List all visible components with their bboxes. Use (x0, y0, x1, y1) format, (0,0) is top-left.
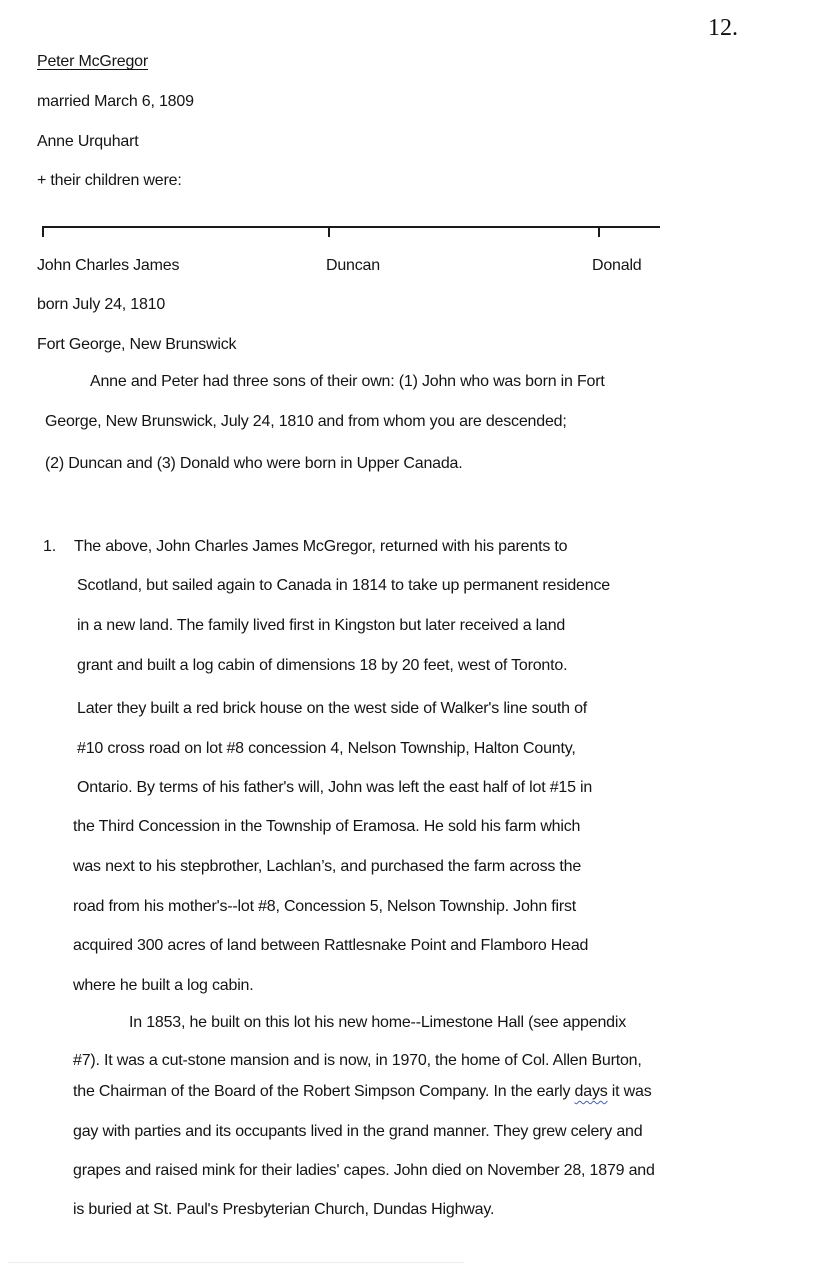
child-john-born: born July 24, 1810 (37, 296, 166, 313)
section-2-line: In 1853, he built on this lot his new home--Limestone Hall (see appendix (129, 1014, 627, 1031)
father-name: Peter McGregor (37, 53, 149, 70)
section-1-line: road from his mother's--lot #8, Concession 5, Nelson Township. John first (73, 898, 577, 915)
tree-branch-duncan (328, 226, 330, 237)
section-1-line: The above, John Charles James McGregor, returned with his parents to (74, 538, 568, 555)
section-2-text: it was (607, 1083, 652, 1100)
section-1-line: acquired 300 acres of land between Rattlesnake Point and Flamboro Head (73, 937, 589, 954)
section-2-line: is buried at St. Paul's Presbyterian Church, Dundas Highway. (73, 1201, 495, 1218)
family-tree-connector (42, 226, 662, 240)
section-2-line: grapes and raised mink for their ladies' capes. John died on November 28, 1879 and (73, 1162, 655, 1179)
section-1-line: Scotland, but sailed again to Canada in 1814 to take up permanent residence (77, 577, 610, 594)
section-2-line: #7). It was a cut-stone mansion and is now, in 1970, the home of Col. Allen Burton, (73, 1052, 642, 1069)
section-1-line: grant and built a log cabin of dimensions 18 by 20 feet, west of Toronto. (77, 657, 568, 674)
section-2-line (73, 1083, 652, 1101)
children-intro: + their children were: (37, 172, 182, 189)
section-1-line: Ontario. By terms of his father's will, John was left the east half of lot #15 in (77, 779, 593, 796)
mother-name: Anne Urquhart (37, 133, 139, 150)
section-1-line: was next to his stepbrother, Lachlan’s, and purchased the farm across the (73, 858, 582, 875)
child-name-duncan: Duncan (326, 257, 380, 274)
section-1-line: where he built a log cabin. (73, 977, 254, 994)
marriage-date: married March 6, 1809 (37, 93, 194, 110)
section-1-line: #10 cross road on lot #8 concession 4, Nelson Township, Halton County, (77, 740, 576, 757)
tree-branch-donald (598, 226, 600, 237)
page-bottom-rule (8, 1262, 464, 1263)
intro-paragraph-line: George, New Brunswick, July 24, 1810 and from whom you are descended; (45, 413, 567, 430)
section-2-text: the Chairman of the Board of the Robert Simpson Company. In the early (73, 1083, 575, 1100)
section-2-line: gay with parties and its occupants lived in the grand manner. They grew celery and (73, 1123, 643, 1140)
section-1-line: in a new land. The family lived first in Kingston but later received a land (77, 617, 566, 634)
spellcheck-flagged-word[interactable]: days (574, 1083, 608, 1100)
list-number: 1. (43, 538, 56, 555)
tree-branch-john (42, 226, 44, 237)
section-1-line: the Third Concession in the Township of Eramosa. He sold his farm which (73, 818, 581, 835)
intro-paragraph-line: (2) Duncan and (3) Donald who were born in Upper Canada. (45, 455, 463, 472)
intro-paragraph-line: Anne and Peter had three sons of their own: (1) John who was born in Fort (90, 373, 605, 390)
section-1-line: Later they built a red brick house on the west side of Walker's line south of (77, 700, 588, 717)
child-name-john: John Charles James (37, 257, 180, 274)
child-john-place: Fort George, New Brunswick (37, 336, 237, 353)
child-name-donald: Donald (592, 257, 642, 274)
tree-horizontal-bar (42, 226, 660, 228)
page-number: 12. (708, 15, 738, 41)
